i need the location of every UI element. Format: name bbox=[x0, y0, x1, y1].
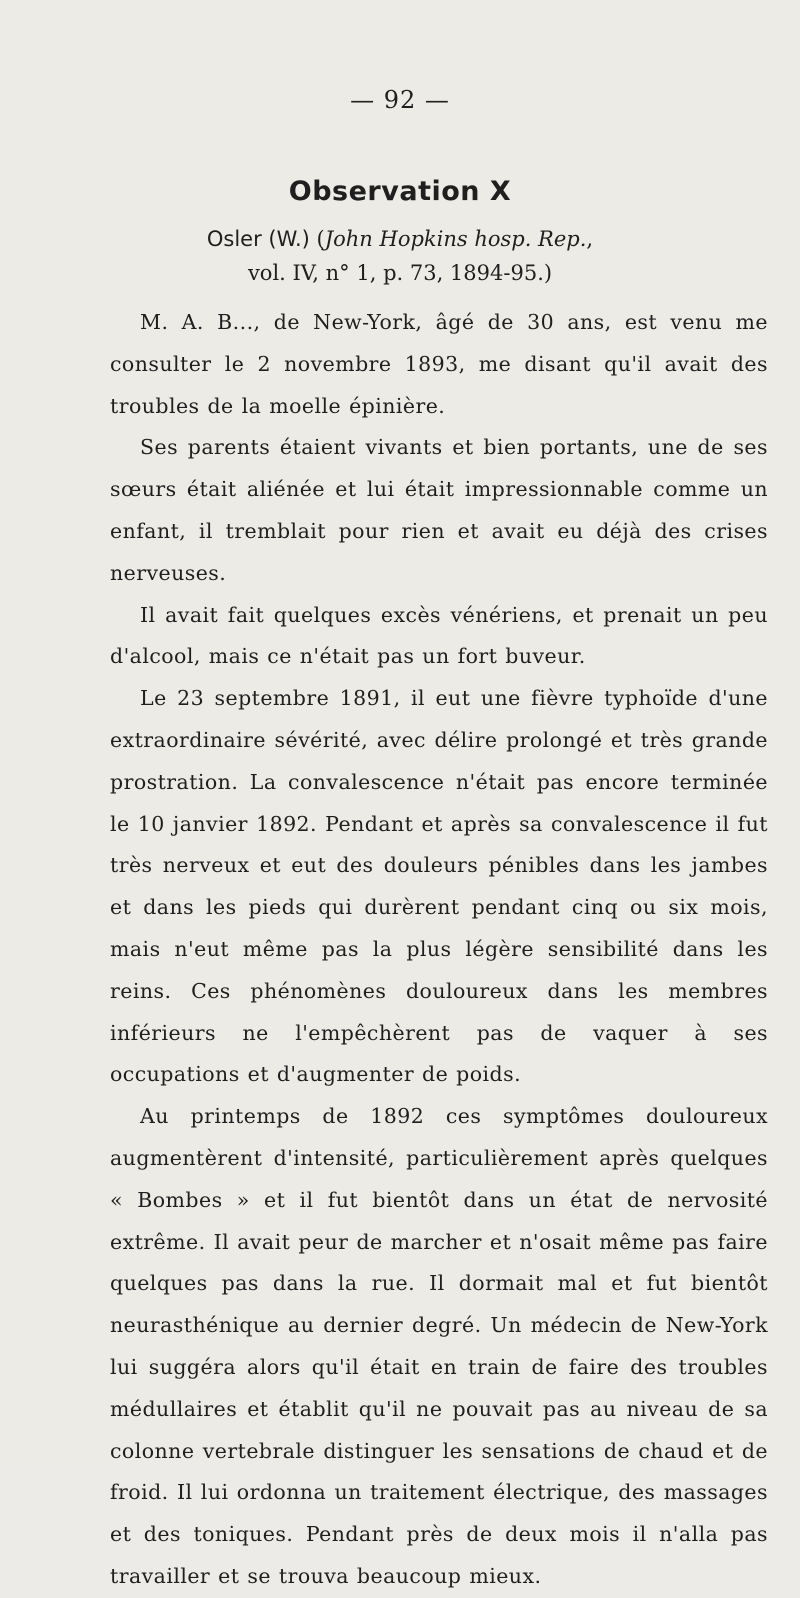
citation-source: John Hopkins hosp. Rep. bbox=[324, 227, 587, 251]
paragraph: M. A. B..., de New-York, âgé de 30 ans, est venu me consulter le 2 novembre 1893, me disant qu'il avait des troubles de la moelle épinière. bbox=[110, 310, 768, 418]
citation-author: Osler (W.) bbox=[206, 227, 310, 251]
observation-heading: Observation X bbox=[288, 176, 512, 207]
citation-source-open: ( bbox=[316, 227, 325, 251]
paragraph: Au printemps de 1892 ces symptômes douloureux augmentèrent d'intensité, particulièrement après quelques « Bombes » et il fut bientôt dans un état de nervosité extrême. Il avait peur de marcher et n'osait même pas faire quelques pas dans la rue. Il dormait mal et fut bientôt neurasthénique au dernier degré. Un médecin de New-York lui suggéra alors qu'il était en train de faire des troubles médullaires et établit qu'il ne pouvait pas au niveau de sa colonne vertebrale distinguer les sensations de chaud et de froid. Il lui ordonna un traitement électrique, des massages et des toniques. Pendant près de deux mois il n'alla pas travailler et se trouva beaucoup mieux. bbox=[110, 1104, 768, 1588]
citation-line-1 bbox=[0, 222, 800, 256]
paragraph: Il avait fait quelques excès vénériens, et prenait un peu d'alcool, mais ce n'était pas un fort buveur. bbox=[110, 602, 768, 669]
page-number: — 92 — bbox=[350, 86, 450, 114]
citation-source-close: , bbox=[586, 227, 594, 251]
paragraph: Ses parents étaient vivants et bien portants, une de ses sœurs était aliénée et lui était impressionnable comme un enfant, il tremblait pour rien et avait eu déjà des crises nerveuses. bbox=[110, 435, 768, 585]
citation bbox=[0, 222, 800, 290]
paragraph: Le 23 septembre 1891, il eut une fièvre typhoïde d'une extraordinaire sévérité, avec délire prolongé et très grande prostration. La convalescence n'était pas encore terminée le 10 janvier 1892. Pendant et après sa convalescence il fut très nerveux et eut des douleurs pénibles dans les jambes et dans les pieds qui durèrent pendant cinq ou six mois, mais n'eut même pas la plus légère sensibilité dans les reins. Ces phénomènes douloureux dans les membres inférieurs ne l'empêchèrent pas de vaquer à ses occupations et d'augmenter de poids. bbox=[110, 686, 768, 1087]
body-text bbox=[110, 302, 768, 1598]
citation-volume: vol. IV, n° 1, p. 73, 1894-95.) bbox=[247, 261, 553, 285]
